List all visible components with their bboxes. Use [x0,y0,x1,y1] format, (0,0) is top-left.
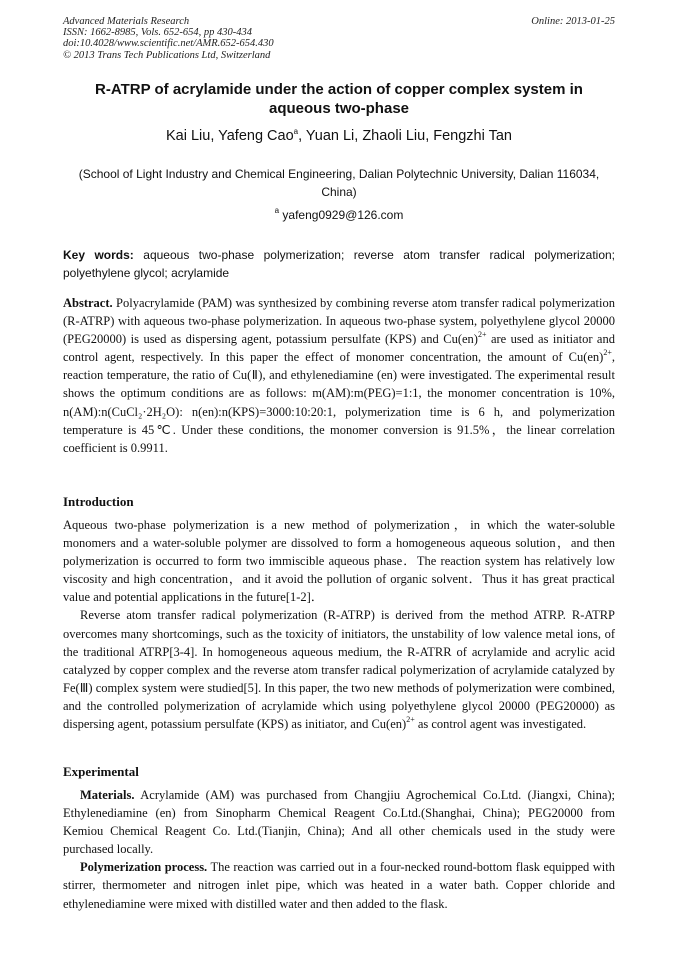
author-list [63,127,615,145]
author-names-1: Kai Liu, Yafeng Cao [166,128,294,144]
doi-line: doi:10.4028/www.scientific.net/AMR.652-654.430 [63,38,274,50]
affiliation: (School of Light Industry and Chemical Engineering, Dalian Polytechnic University, Dalian 116034, China) [78,167,600,199]
materials-label: Materials. [80,788,135,802]
abstract-text-2: are used as initiator and control agent, respectively. In this paper the effect of monomer concentration, the amount of Cu(en) [63,332,615,365]
journal-name: Advanced Materials Research [63,16,190,27]
introduction-body [63,516,615,733]
abstract [63,294,615,457]
polymerization-paragraph [63,858,615,912]
keywords-label: Key words: [63,248,134,262]
abstract-label: Abstract. [63,296,113,310]
experimental-body [63,786,615,913]
title-line-2: aqueous two-phase [268,100,410,117]
abstract-text-1: Polyacrylamide (PAM) was synthesized by combining reverse atom transfer radical polymerization (R-ATRP) with aqueous two-phase polymerization. In aqueous two-phase system, polyethylene glycol 20000 (PEG20000) is used as dispersing agent, potassium persulfate (KPS) and Cu(en) [63,296,616,347]
materials-paragraph [63,786,615,858]
issn-line: ISSN: 1662-8985, Vols. 652-654, pp 430-434 [63,27,252,39]
author-affiliation-mark: a [293,127,299,136]
introduction-heading: Introduction [63,494,134,509]
copyright-line: © 2013 Trans Tech Publications Ltd, Switzerland [63,49,271,61]
introduction-paragraph-2-text: Reverse atom transfer radical polymerization (R-ATRP) is derived from the method ATRP. R-ATRP overcomes many shortcomings, such as the toxicity of initiators, the unstability of low valence metal ions, of the traditional ATRP[3-4]. In homogeneous aqueous medium, the R-ATRR of acrylamide and acrylic acid catalyzed by copper complex and the reverse atom transfer radical polymerization of acrylamide catalyzed by Fe(Ⅲ) complex system were studied[5]. In this paper, the two new methods of polymerization were combined, and the controlled polymerization of acrylamide which using polyethylene glycol 20000 (PEG20000) as dispersing agent, potassium persulfate (KPS) as initiator, and Cu(en) [63,608,615,732]
introduction-paragraph-1: Aqueous two-phase polymerization is a new method of polymerization，in which the water-soluble monomers and a water-soluble polymer are dissolved to form a homogeneous aqueous solution，and then polymerization is occurred to form two immiscible aqueous phase．The reaction system has relatively low viscosity and high concentration，and it avoid the pollution of organic solvent．Thus it has great practical value and potential applications in the future[1-2]． [63,518,615,605]
materials-text: Acrylamide (AM) was purchased from Changjiu Agrochemical Co.Ltd. (Jiangxi, China); Ethylenediamine (en) from Sinopharm Chemical Reagent Co.Ltd.(Shanghai, China); PEG20000 from Kemiou Chemical Reagent Co. Ltd.(Tianjin, China); And all other chemicals used in the study were purchased locally. [63,788,615,857]
author-names-2: , Yuan Li, Zhaoli Liu, Fengzhi Tan [298,128,512,144]
introduction-superscript: 2+ [406,715,415,725]
email-mark: a [274,206,280,215]
abstract-superscript-2: 2+ [603,348,612,358]
title-line-1: R-ATRP of acrylamide under the action of copper complex system in [95,81,583,98]
keywords [63,246,615,282]
online-date: Online: 2013-01-25 [531,16,615,27]
polymerization-label: Polymerization process. [80,860,208,875]
introduction-paragraph-2-end: as control agent was investigated. [414,717,587,732]
journal-header [63,16,615,61]
introduction-paragraph-2 [63,606,615,733]
email-address: yafeng0929@126.com [282,208,404,222]
experimental-heading: Experimental [63,764,139,779]
author-email [63,207,615,223]
keywords-text: aqueous two-phase polymerization; reverse atom transfer radical polymerization; polyethylene glycol; acrylamide [63,248,616,280]
abstract-superscript-1: 2+ [477,330,487,340]
paper-title [63,80,615,118]
abstract-text-3: , reaction temperature, the ratio of Cu(Ⅱ), and ethylenediamine (en) were investigated. The experimental result shows the optimum conditions are as follows: m(AM):m(PEG)=1:1, the monomer concentration is 10%, n(AM):n(CuCl₂·2H₂O): n(en):n(KPS)=3000:10:20:1, polymerization time is 6 h, and polymerization temperature is 45℃. Under these conditions, the monomer conversion is 91.5%，the linear correlation coefficient is 0.9911. [63,350,615,455]
polymerization-text: The reaction was carried out in a four-necked round-bottom flask equipped with stirrer, thermometer and nitrogen inlet pipe, which was heated in a water bath. Copper chloride and ethylenediamine were mixed with distilled water and then added to the flask. [63,860,615,911]
